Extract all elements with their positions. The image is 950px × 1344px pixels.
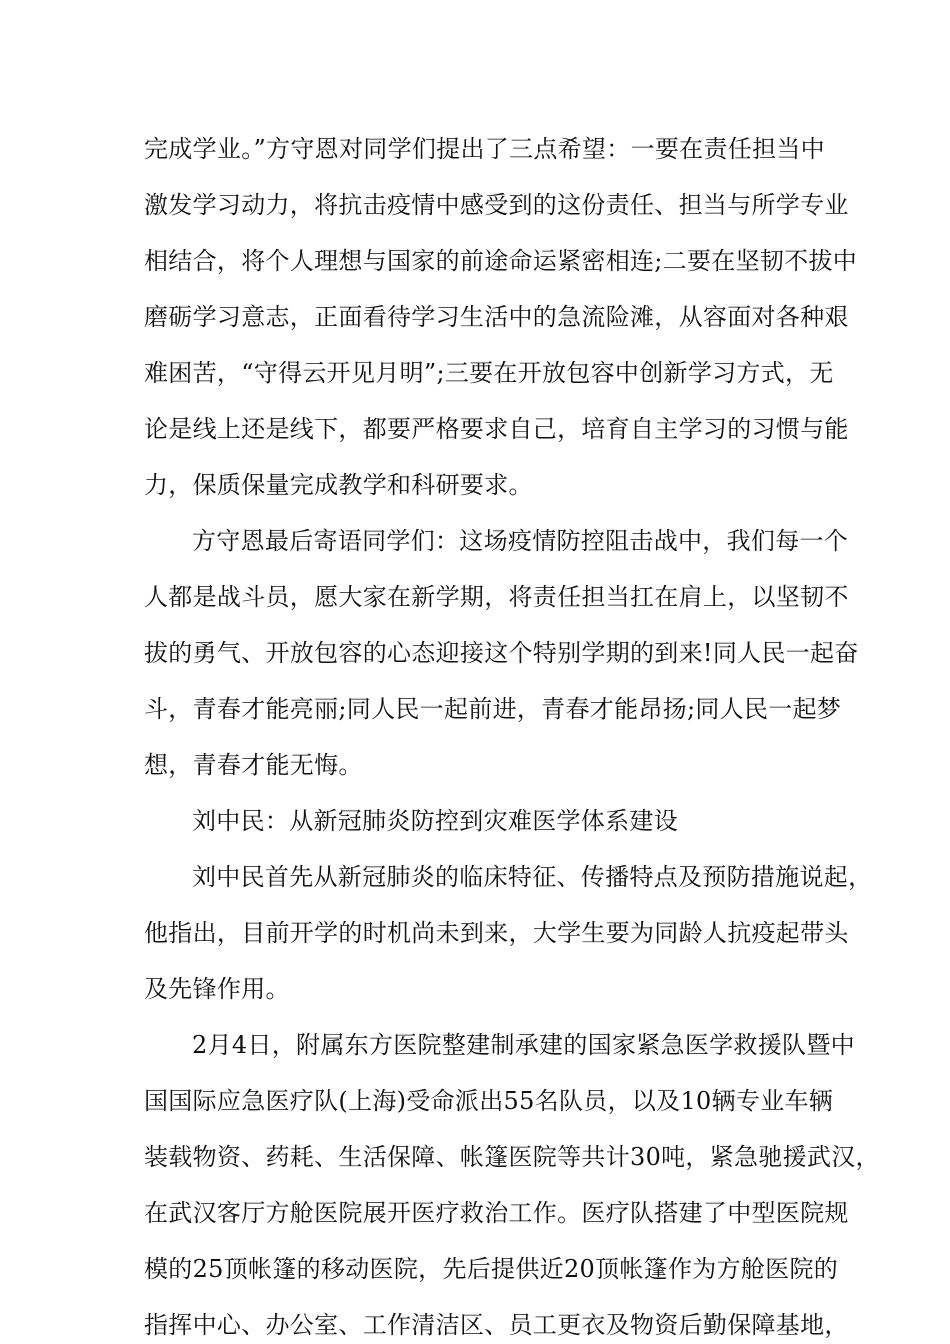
paragraph-line: 及先锋作用。 [144, 975, 290, 1003]
paragraph-line: 难困苦，“守得云开见月明”;三要在开放包容中创新学习方式，无 [144, 359, 834, 387]
paragraph-line: 他指出，目前开学的时机尚未到来，大学生要为同龄人抗疫起带头 [144, 919, 849, 947]
paragraph-line: 国国际应急医疗队(上海)受命派出55名队员，以及10辆专业车辆 [144, 1087, 834, 1115]
paragraph-line: 在武汉客厅方舱医院展开医疗救治工作。医疗队搭建了中型医院规 [144, 1199, 849, 1227]
paragraph-line: 论是线上还是线下，都要严格要求自己，培育自主学习的习惯与能 [144, 415, 849, 443]
paragraph-line: 2月4日，附属东方医院整建制承建的国家紧急医学救援队暨中 [192, 1031, 855, 1059]
section-heading: 刘中民：从新冠肺炎防控到灾难医学体系建设 [192, 807, 678, 835]
paragraph-line: 装载物资、药耗、生活保障、帐篷医院等共计30吨，紧急驰援武汉， [144, 1143, 880, 1171]
paragraph-line: 想，青春才能无悔。 [144, 751, 363, 779]
paragraph-line: 拔的勇气、开放包容的心态迎接这个特别学期的到来!同人民一起奋 [144, 639, 859, 667]
paragraph-line: 人都是战斗员，愿大家在新学期，将责任担当扛在肩上，以坚韧不 [144, 583, 849, 611]
paragraph-line: 刘中民首先从新冠肺炎的临床特征、传播特点及预防措施说起， [192, 863, 873, 891]
paragraph-line: 指挥中心、办公室、工作清洁区、员工更衣及物资后勤保障基地， [144, 1311, 849, 1339]
paragraph-line: 斗，青春才能亮丽;同人民一起前进，青春才能昂扬;同人民一起梦 [144, 695, 842, 723]
paragraph-line: 完成学业。”方守恩对同学们提出了三点希望：一要在责任担当中 [144, 135, 825, 163]
paragraph-line: 磨砺学习意志，正面看待学习生活中的急流险滩，从容面对各种艰 [144, 303, 849, 331]
paragraph-line: 激发学习动力，将抗击疫情中感受到的这份责任、担当与所学专业 [144, 191, 849, 219]
paragraph-line: 方守恩最后寄语同学们：这场疫情防控阻击战中，我们每一个 [192, 527, 849, 555]
paragraph-line: 模的25顶帐篷的移动医院，先后提供近20顶帐篷作为方舱医院的 [144, 1255, 839, 1283]
paragraph-line: 相结合，将个人理想与国家的前途命运紧密相连;二要在坚韧不拔中 [144, 247, 858, 275]
paragraph-line: 力，保质保量完成教学和科研要求。 [144, 471, 533, 499]
